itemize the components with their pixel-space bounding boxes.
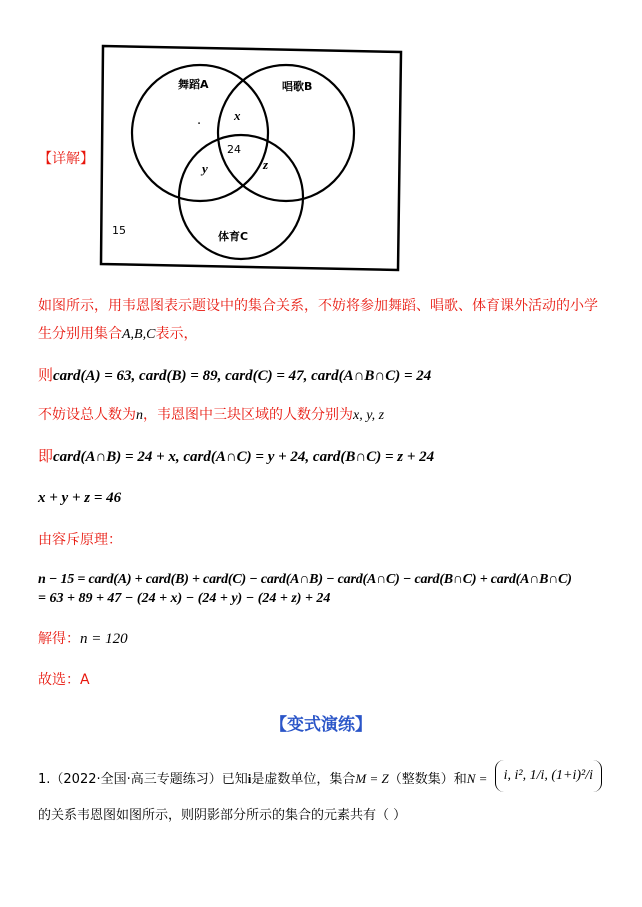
principle-line: 由容斥原理： [38,532,122,548]
para1-line1: 如图所示，用韦恩图表示题设中的集合关系，不妨将参加舞蹈、唱歌、体育课外活动的小学 [38,298,598,314]
detail-label: 【详解】 [38,151,94,167]
set-n-braces: i, i², 1/i, (1+i)²/i [495,760,602,792]
universe-rect [101,46,401,270]
label-outside: 15 [112,224,126,237]
answer-line: 故选：A [38,672,90,688]
solve-line: 解得：n = 120 [38,631,128,647]
question-1-line1: 1.（2022·全国·高三专题练习）已知i是虚数单位，集合M = Z（整数集）和N = i, i², 1/i, (1+i)²/i [38,764,602,796]
label-set-a: 舞蹈A [178,78,209,91]
para1-line2: 生分别用集合A,B,C表示， [38,326,198,342]
label-center: 24 [227,143,241,156]
question-1-line2: 的关系韦恩图如图所示，则阴影部分所示的集合的元素共有（ ） [38,808,407,823]
label-set-b: 唱歌B [282,80,313,93]
ji-line: 即card(A∩B) = 24 + x, card(A∩C) = y + 24, card(B∩C) = z + 24 [38,447,435,465]
label-x: x [234,108,241,123]
label-z: z [263,157,269,172]
label-set-c: 体育C [218,230,249,243]
label-y: y [202,161,208,176]
assume-line: 不妨设总人数为n，韦恩图中三块区域的人数分别为x, y, z [38,407,385,423]
venn-diagram [96,40,406,272]
equation-line2: = 63 + 89 + 47 − (24 + x) − (24 + y) − (24 + z) + 24 [38,591,331,606]
equation-line1: n − 15 = card(A) + card(B) + card(C) − card(A∩B) − card(A∩C) − card(B∩C) + card(A∩B∩C) [38,572,572,587]
card-line: 则card(A) = 63, card(B) = 89, card(C) = 47, card(A∩B∩C) = 24 [38,366,432,384]
section-title: 【变式演练】 [270,715,372,735]
sum-line: x + y + z = 46 [38,490,122,506]
label-dot: . [197,113,202,128]
